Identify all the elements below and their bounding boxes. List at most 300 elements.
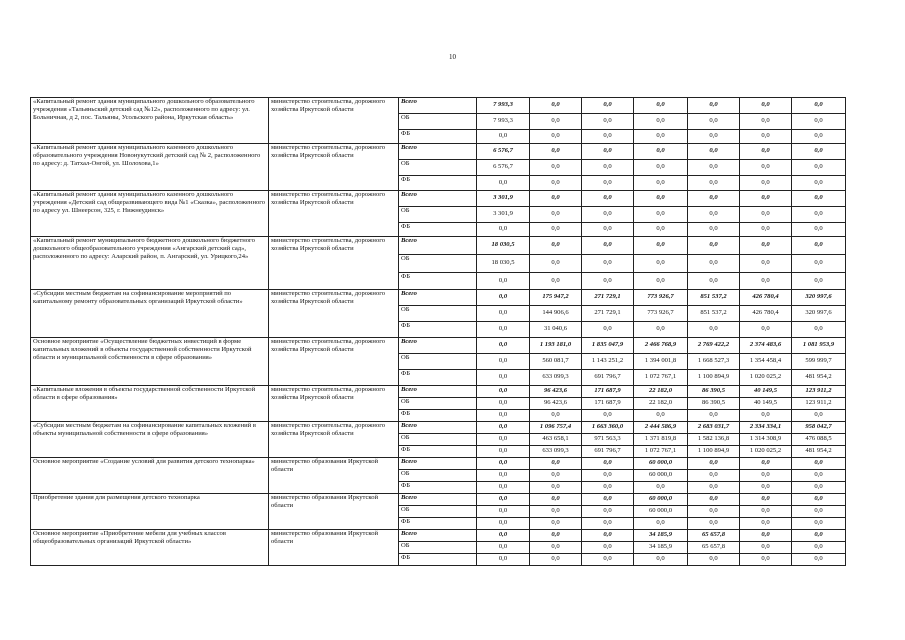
amount-cell: 0,0 — [530, 207, 582, 223]
amount-cell: 6 576,7 — [477, 160, 530, 176]
amount-cell: 0,0 — [530, 542, 582, 554]
amount-cell: 0,0 — [582, 482, 634, 494]
amount-cell: 271 729,1 — [582, 306, 634, 322]
measure-description: «Субсидии местным бюджетам на софинансирование мероприятий по капитальному ремонту образовательных организаций Иркутской области» — [31, 290, 269, 338]
amount-cell: 0,0 — [582, 98, 634, 114]
executor-name: министерство строительства, дорожного хозяйства Иркутской области — [269, 422, 399, 458]
amount-cell: 0,0 — [530, 494, 582, 506]
measure-description: Основное мероприятие «Приобретение мебели для учебных классов общеобразовательных организаций Иркутской области» — [31, 530, 269, 566]
amount-cell: 0,0 — [740, 130, 792, 144]
amount-cell: 481 954,2 — [792, 370, 846, 386]
amount-cell: 0,0 — [477, 386, 530, 398]
amount-cell: 2 334 334,1 — [740, 422, 792, 434]
amount-cell: 971 563,3 — [582, 434, 634, 446]
amount-cell: 0,0 — [530, 273, 582, 290]
amount-cell: 0,0 — [582, 255, 634, 273]
amount-cell: 40 149,5 — [740, 398, 792, 410]
funding-source: ФБ — [399, 446, 477, 458]
amount-cell: 60 000,0 — [634, 494, 688, 506]
amount-cell: 1 835 047,9 — [582, 338, 634, 354]
amount-cell: 60 000,0 — [634, 506, 688, 518]
amount-cell: 0,0 — [477, 446, 530, 458]
amount-cell: 96 423,6 — [530, 386, 582, 398]
funding-source: Всего — [399, 338, 477, 354]
amount-cell: 0,0 — [792, 482, 846, 494]
funding-source: Всего — [399, 144, 477, 160]
amount-cell: 1 081 953,9 — [792, 338, 846, 354]
amount-cell: 123 911,2 — [792, 386, 846, 398]
amount-cell: 0,0 — [740, 482, 792, 494]
amount-cell: 599 999,7 — [792, 354, 846, 370]
amount-cell: 0,0 — [582, 410, 634, 422]
amount-cell: 0,0 — [582, 494, 634, 506]
amount-cell: 175 947,2 — [530, 290, 582, 306]
amount-cell: 0,0 — [792, 410, 846, 422]
funding-source: ФБ — [399, 322, 477, 338]
funding-source: Всего — [399, 386, 477, 398]
amount-cell: 0,0 — [688, 554, 740, 566]
amount-cell: 0,0 — [688, 191, 740, 207]
amount-cell: 1 020 025,2 — [740, 446, 792, 458]
amount-cell: 0,0 — [634, 255, 688, 273]
funding-source: Всего — [399, 494, 477, 506]
amount-cell: 0,0 — [792, 237, 846, 255]
amount-cell: 0,0 — [740, 207, 792, 223]
amount-cell: 0,0 — [477, 458, 530, 470]
amount-cell: 0,0 — [688, 114, 740, 130]
amount-cell: 0,0 — [740, 554, 792, 566]
amount-cell: 320 997,6 — [792, 290, 846, 306]
amount-cell: 0,0 — [477, 530, 530, 542]
amount-cell: 1 314 308,9 — [740, 434, 792, 446]
table-body — [31, 98, 846, 566]
amount-cell: 0,0 — [740, 506, 792, 518]
amount-cell: 0,0 — [688, 410, 740, 422]
amount-cell: 1 394 001,8 — [634, 354, 688, 370]
amount-cell: 1 582 136,8 — [688, 434, 740, 446]
funding-source: ФБ — [399, 130, 477, 144]
amount-cell: 0,0 — [530, 114, 582, 130]
amount-cell: 0,0 — [530, 554, 582, 566]
amount-cell: 22 182,0 — [634, 398, 688, 410]
amount-cell: 0,0 — [792, 542, 846, 554]
amount-cell: 691 796,7 — [582, 370, 634, 386]
funding-source: ОБ — [399, 114, 477, 130]
funding-source: ФБ — [399, 554, 477, 566]
amount-cell: 0,0 — [792, 530, 846, 542]
amount-cell: 426 780,4 — [740, 306, 792, 322]
amount-cell: 0,0 — [792, 176, 846, 191]
amount-cell: 0,0 — [582, 470, 634, 482]
amount-cell: 3 301,9 — [477, 207, 530, 223]
amount-cell: 0,0 — [740, 114, 792, 130]
amount-cell: 40 149,5 — [740, 386, 792, 398]
amount-cell: 0,0 — [792, 255, 846, 273]
amount-cell: 0,0 — [582, 160, 634, 176]
amount-cell: 0,0 — [582, 130, 634, 144]
amount-cell: 171 687,9 — [582, 398, 634, 410]
amount-cell: 0,0 — [792, 223, 846, 237]
amount-cell: 773 926,7 — [634, 290, 688, 306]
amount-cell: 0,0 — [530, 458, 582, 470]
table-row — [31, 422, 846, 434]
funding-source: Всего — [399, 422, 477, 434]
measure-description: Основное мероприятие «Создание условий для развития детского технопарка» — [31, 458, 269, 494]
funding-source: Всего — [399, 237, 477, 255]
amount-cell: 2 374 483,6 — [740, 338, 792, 354]
amount-cell: 0,0 — [688, 144, 740, 160]
amount-cell: 0,0 — [582, 554, 634, 566]
amount-cell: 0,0 — [634, 322, 688, 338]
amount-cell: 0,0 — [792, 130, 846, 144]
amount-cell: 2 444 586,9 — [634, 422, 688, 434]
funding-source: ФБ — [399, 223, 477, 237]
amount-cell: 0,0 — [740, 494, 792, 506]
amount-cell: 60 000,0 — [634, 458, 688, 470]
amount-cell: 0,0 — [477, 176, 530, 191]
amount-cell: 560 081,7 — [530, 354, 582, 370]
amount-cell: 0,0 — [477, 322, 530, 338]
funding-source: ОБ — [399, 306, 477, 322]
amount-cell: 0,0 — [688, 458, 740, 470]
amount-cell: 0,0 — [634, 130, 688, 144]
executor-name: министерство строительства, дорожного хозяйства Иркутской области — [269, 144, 399, 191]
amount-cell: 6 576,7 — [477, 144, 530, 160]
amount-cell: 0,0 — [477, 434, 530, 446]
amount-cell: 7 993,3 — [477, 114, 530, 130]
table-row — [31, 237, 846, 255]
amount-cell: 0,0 — [582, 458, 634, 470]
amount-cell: 0,0 — [634, 160, 688, 176]
funding-source: ОБ — [399, 255, 477, 273]
amount-cell: 773 926,7 — [634, 306, 688, 322]
amount-cell: 0,0 — [582, 542, 634, 554]
amount-cell: 0,0 — [792, 273, 846, 290]
amount-cell: 0,0 — [634, 273, 688, 290]
amount-cell: 0,0 — [530, 506, 582, 518]
amount-cell: 0,0 — [688, 207, 740, 223]
amount-cell: 633 099,3 — [530, 370, 582, 386]
amount-cell: 0,0 — [477, 494, 530, 506]
measure-description: «Капитальный ремонт муниципального бюджетного дошкольного бюджетного дошкольного общеобразовательного учреждения «Ангарский детский сад», расположенного по адресу: Аларский район, п. Ангарский, ул. Урицкого,24» — [31, 237, 269, 290]
amount-cell: 1 193 181,0 — [530, 338, 582, 354]
amount-cell: 0,0 — [530, 144, 582, 160]
amount-cell: 0,0 — [530, 98, 582, 114]
executor-name: министерство образования Иркутской области — [269, 530, 399, 566]
amount-cell: 0,0 — [477, 354, 530, 370]
amount-cell: 0,0 — [792, 322, 846, 338]
funding-source: ОБ — [399, 434, 477, 446]
amount-cell: 958 042,7 — [792, 422, 846, 434]
amount-cell: 0,0 — [740, 518, 792, 530]
funding-source: ФБ — [399, 176, 477, 191]
amount-cell: 7 993,3 — [477, 98, 530, 114]
amount-cell: 0,0 — [634, 410, 688, 422]
amount-cell: 0,0 — [582, 518, 634, 530]
amount-cell: 0,0 — [740, 458, 792, 470]
funding-source: ФБ — [399, 370, 477, 386]
amount-cell: 0,0 — [634, 237, 688, 255]
amount-cell: 0,0 — [792, 518, 846, 530]
amount-cell: 0,0 — [634, 176, 688, 191]
amount-cell: 481 954,2 — [792, 446, 846, 458]
amount-cell: 0,0 — [740, 223, 792, 237]
funding-source: ОБ — [399, 398, 477, 410]
amount-cell: 0,0 — [740, 542, 792, 554]
amount-cell: 0,0 — [477, 422, 530, 434]
amount-cell: 0,0 — [688, 494, 740, 506]
amount-cell: 0,0 — [477, 410, 530, 422]
amount-cell: 0,0 — [792, 207, 846, 223]
funding-source: ОБ — [399, 160, 477, 176]
amount-cell: 1 072 767,1 — [634, 446, 688, 458]
amount-cell: 65 657,8 — [688, 530, 740, 542]
amount-cell: 0,0 — [634, 191, 688, 207]
table-row — [31, 458, 846, 470]
amount-cell: 0,0 — [477, 290, 530, 306]
amount-cell: 0,0 — [688, 160, 740, 176]
measure-description: «Капитальный ремонт здания муниципального дошкольного образовательного учреждения «Тальяньский детский сад №12», расположенного по адресу: ул. Больничная, д 2, пос. Тальяны, Усольского района, Иркутская область» — [31, 98, 269, 144]
amount-cell: 0,0 — [740, 160, 792, 176]
amount-cell: 0,0 — [740, 255, 792, 273]
amount-cell: 171 687,9 — [582, 386, 634, 398]
amount-cell: 0,0 — [530, 237, 582, 255]
measure-description: «Капитальный ремонт здания муниципального казенного дошкольного образовательного учреждения Новонукутский детский сад № 2, расположенного по адресу: д. Татхал-Онгой, ул. Шолохова,1» — [31, 144, 269, 191]
amount-cell: 2 683 031,7 — [688, 422, 740, 434]
table-row — [31, 98, 846, 114]
table-row — [31, 386, 846, 398]
executor-name: министерство строительства, дорожного хозяйства Иркутской области — [269, 386, 399, 422]
amount-cell: 0,0 — [530, 482, 582, 494]
amount-cell: 18 030,5 — [477, 255, 530, 273]
table-row — [31, 191, 846, 207]
amount-cell: 0,0 — [530, 518, 582, 530]
amount-cell: 0,0 — [582, 176, 634, 191]
amount-cell: 0,0 — [477, 273, 530, 290]
amount-cell: 65 657,8 — [688, 542, 740, 554]
amount-cell: 0,0 — [688, 130, 740, 144]
amount-cell: 0,0 — [530, 176, 582, 191]
amount-cell: 851 537,2 — [688, 290, 740, 306]
amount-cell: 0,0 — [688, 506, 740, 518]
amount-cell: 0,0 — [740, 191, 792, 207]
amount-cell: 86 390,5 — [688, 398, 740, 410]
amount-cell: 0,0 — [740, 530, 792, 542]
amount-cell: 1 100 894,9 — [688, 370, 740, 386]
amount-cell: 0,0 — [582, 237, 634, 255]
executor-name: министерство образования Иркутской области — [269, 494, 399, 530]
amount-cell: 1 100 894,9 — [688, 446, 740, 458]
amount-cell: 0,0 — [688, 518, 740, 530]
amount-cell: 0,0 — [688, 482, 740, 494]
amount-cell: 0,0 — [792, 160, 846, 176]
amount-cell: 0,0 — [688, 237, 740, 255]
amount-cell: 0,0 — [530, 255, 582, 273]
amount-cell: 0,0 — [477, 338, 530, 354]
funding-source: Всего — [399, 191, 477, 207]
funding-source: ОБ — [399, 506, 477, 518]
amount-cell: 0,0 — [477, 306, 530, 322]
amount-cell: 0,0 — [582, 223, 634, 237]
measure-description: «Субсидии местным бюджетам на софинансирование капитальных вложений в объекты муниципальной собственности в сфере образования» — [31, 422, 269, 458]
amount-cell: 0,0 — [740, 98, 792, 114]
amount-cell: 1 143 251,2 — [582, 354, 634, 370]
amount-cell: 0,0 — [530, 160, 582, 176]
amount-cell: 1 354 458,4 — [740, 354, 792, 370]
page-number: 10 — [449, 53, 456, 61]
funding-source: ОБ — [399, 354, 477, 370]
amount-cell: 0,0 — [477, 398, 530, 410]
amount-cell: 0,0 — [477, 482, 530, 494]
funding-source: Всего — [399, 290, 477, 306]
executor-name: министерство строительства, дорожного хозяйства Иркутской области — [269, 237, 399, 290]
amount-cell: 0,0 — [634, 482, 688, 494]
amount-cell: 0,0 — [792, 114, 846, 130]
amount-cell: 0,0 — [688, 470, 740, 482]
executor-name: министерство строительства, дорожного хозяйства Иркутской области — [269, 191, 399, 237]
amount-cell: 0,0 — [740, 470, 792, 482]
amount-cell: 18 030,5 — [477, 237, 530, 255]
amount-cell: 0,0 — [792, 144, 846, 160]
amount-cell: 0,0 — [530, 470, 582, 482]
amount-cell: 0,0 — [477, 223, 530, 237]
amount-cell: 2 466 768,9 — [634, 338, 688, 354]
funding-source: ОБ — [399, 542, 477, 554]
amount-cell: 0,0 — [634, 518, 688, 530]
amount-cell: 123 911,2 — [792, 398, 846, 410]
amount-cell: 0,0 — [634, 223, 688, 237]
amount-cell: 0,0 — [582, 144, 634, 160]
amount-cell: 0,0 — [634, 207, 688, 223]
executor-name: министерство строительства, дорожного хозяйства Иркутской области — [269, 290, 399, 338]
amount-cell: 0,0 — [688, 322, 740, 338]
amount-cell: 0,0 — [530, 530, 582, 542]
table-row — [31, 144, 846, 160]
measure-description: Приобретение здания для размещения детского технопарка — [31, 494, 269, 530]
amount-cell: 0,0 — [688, 176, 740, 191]
amount-cell: 0,0 — [792, 470, 846, 482]
amount-cell: 0,0 — [634, 144, 688, 160]
amount-cell: 0,0 — [530, 410, 582, 422]
amount-cell: 0,0 — [792, 98, 846, 114]
amount-cell: 34 185,9 — [634, 530, 688, 542]
amount-cell: 34 185,9 — [634, 542, 688, 554]
amount-cell: 0,0 — [582, 191, 634, 207]
amount-cell: 691 796,7 — [582, 446, 634, 458]
amount-cell: 60 000,0 — [634, 470, 688, 482]
amount-cell: 320 997,6 — [792, 306, 846, 322]
amount-cell: 0,0 — [477, 470, 530, 482]
amount-cell: 633 099,3 — [530, 446, 582, 458]
amount-cell: 0,0 — [477, 554, 530, 566]
amount-cell: 0,0 — [477, 542, 530, 554]
amount-cell: 0,0 — [634, 98, 688, 114]
table-row — [31, 338, 846, 354]
amount-cell: 0,0 — [634, 114, 688, 130]
amount-cell: 1 668 527,3 — [688, 354, 740, 370]
amount-cell: 0,0 — [582, 114, 634, 130]
amount-cell: 0,0 — [792, 494, 846, 506]
amount-cell: 476 088,5 — [792, 434, 846, 446]
amount-cell: 0,0 — [582, 506, 634, 518]
amount-cell: 0,0 — [582, 207, 634, 223]
amount-cell: 0,0 — [740, 273, 792, 290]
amount-cell: 31 040,6 — [530, 322, 582, 338]
amount-cell: 0,0 — [477, 130, 530, 144]
amount-cell: 851 537,2 — [688, 306, 740, 322]
amount-cell: 0,0 — [688, 273, 740, 290]
table-row — [31, 530, 846, 542]
measure-description: «Капитальные вложения в объекты государственной собственности Иркутской области в сфере образования» — [31, 386, 269, 422]
amount-cell: 0,0 — [688, 98, 740, 114]
amount-cell: 1 072 767,1 — [634, 370, 688, 386]
amount-cell: 0,0 — [740, 144, 792, 160]
amount-cell: 1 020 025,2 — [740, 370, 792, 386]
budget-table — [30, 97, 846, 566]
amount-cell: 22 182,0 — [634, 386, 688, 398]
executor-name: министерство строительства, дорожного хозяйства Иркутской области — [269, 98, 399, 144]
table-row — [31, 290, 846, 306]
amount-cell: 0,0 — [792, 458, 846, 470]
amount-cell: 96 423,6 — [530, 398, 582, 410]
amount-cell: 0,0 — [688, 255, 740, 273]
funding-source: Всего — [399, 98, 477, 114]
amount-cell: 0,0 — [634, 554, 688, 566]
funding-source: ФБ — [399, 482, 477, 494]
amount-cell: 0,0 — [688, 223, 740, 237]
amount-cell: 0,0 — [740, 237, 792, 255]
amount-cell: 0,0 — [792, 191, 846, 207]
amount-cell: 2 769 422,2 — [688, 338, 740, 354]
amount-cell: 426 780,4 — [740, 290, 792, 306]
amount-cell: 0,0 — [477, 506, 530, 518]
amount-cell: 86 390,5 — [688, 386, 740, 398]
amount-cell: 144 906,6 — [530, 306, 582, 322]
amount-cell: 0,0 — [740, 322, 792, 338]
amount-cell: 1 096 757,4 — [530, 422, 582, 434]
amount-cell: 0,0 — [477, 370, 530, 386]
amount-cell: 1 371 819,8 — [634, 434, 688, 446]
amount-cell: 0,0 — [792, 506, 846, 518]
funding-source: ОБ — [399, 470, 477, 482]
amount-cell: 0,0 — [740, 410, 792, 422]
executor-name: министерство образования Иркутской области — [269, 458, 399, 494]
executor-name: министерство строительства, дорожного хозяйства Иркутской области — [269, 338, 399, 386]
table-row — [31, 494, 846, 506]
amount-cell: 0,0 — [582, 273, 634, 290]
amount-cell: 271 729,1 — [582, 290, 634, 306]
amount-cell: 0,0 — [530, 223, 582, 237]
amount-cell: 463 658,1 — [530, 434, 582, 446]
amount-cell: 0,0 — [530, 130, 582, 144]
amount-cell: 0,0 — [582, 322, 634, 338]
amount-cell: 1 663 360,0 — [582, 422, 634, 434]
amount-cell: 0,0 — [477, 518, 530, 530]
funding-source: Всего — [399, 530, 477, 542]
amount-cell: 0,0 — [530, 191, 582, 207]
funding-source: Всего — [399, 458, 477, 470]
funding-source: ФБ — [399, 410, 477, 422]
funding-source: ОБ — [399, 207, 477, 223]
amount-cell: 0,0 — [792, 554, 846, 566]
measure-description: Основное мероприятие «Осуществление бюджетных инвестиций в форме капитальных вложений в объекты государственной собственности Иркутской области и муниципальной собственности в сфере образования» — [31, 338, 269, 386]
amount-cell: 3 301,9 — [477, 191, 530, 207]
funding-source: ФБ — [399, 518, 477, 530]
measure-description: «Капитальный ремонт здания муниципального казенного дошкольного учреждения «Детский сад общеразвивающего вида №1 «Сказка», расположенного по адресу ул. Шнеерсон, 325, г. Нижнеудинск» — [31, 191, 269, 237]
amount-cell: 0,0 — [582, 530, 634, 542]
funding-source: ФБ — [399, 273, 477, 290]
amount-cell: 0,0 — [740, 176, 792, 191]
